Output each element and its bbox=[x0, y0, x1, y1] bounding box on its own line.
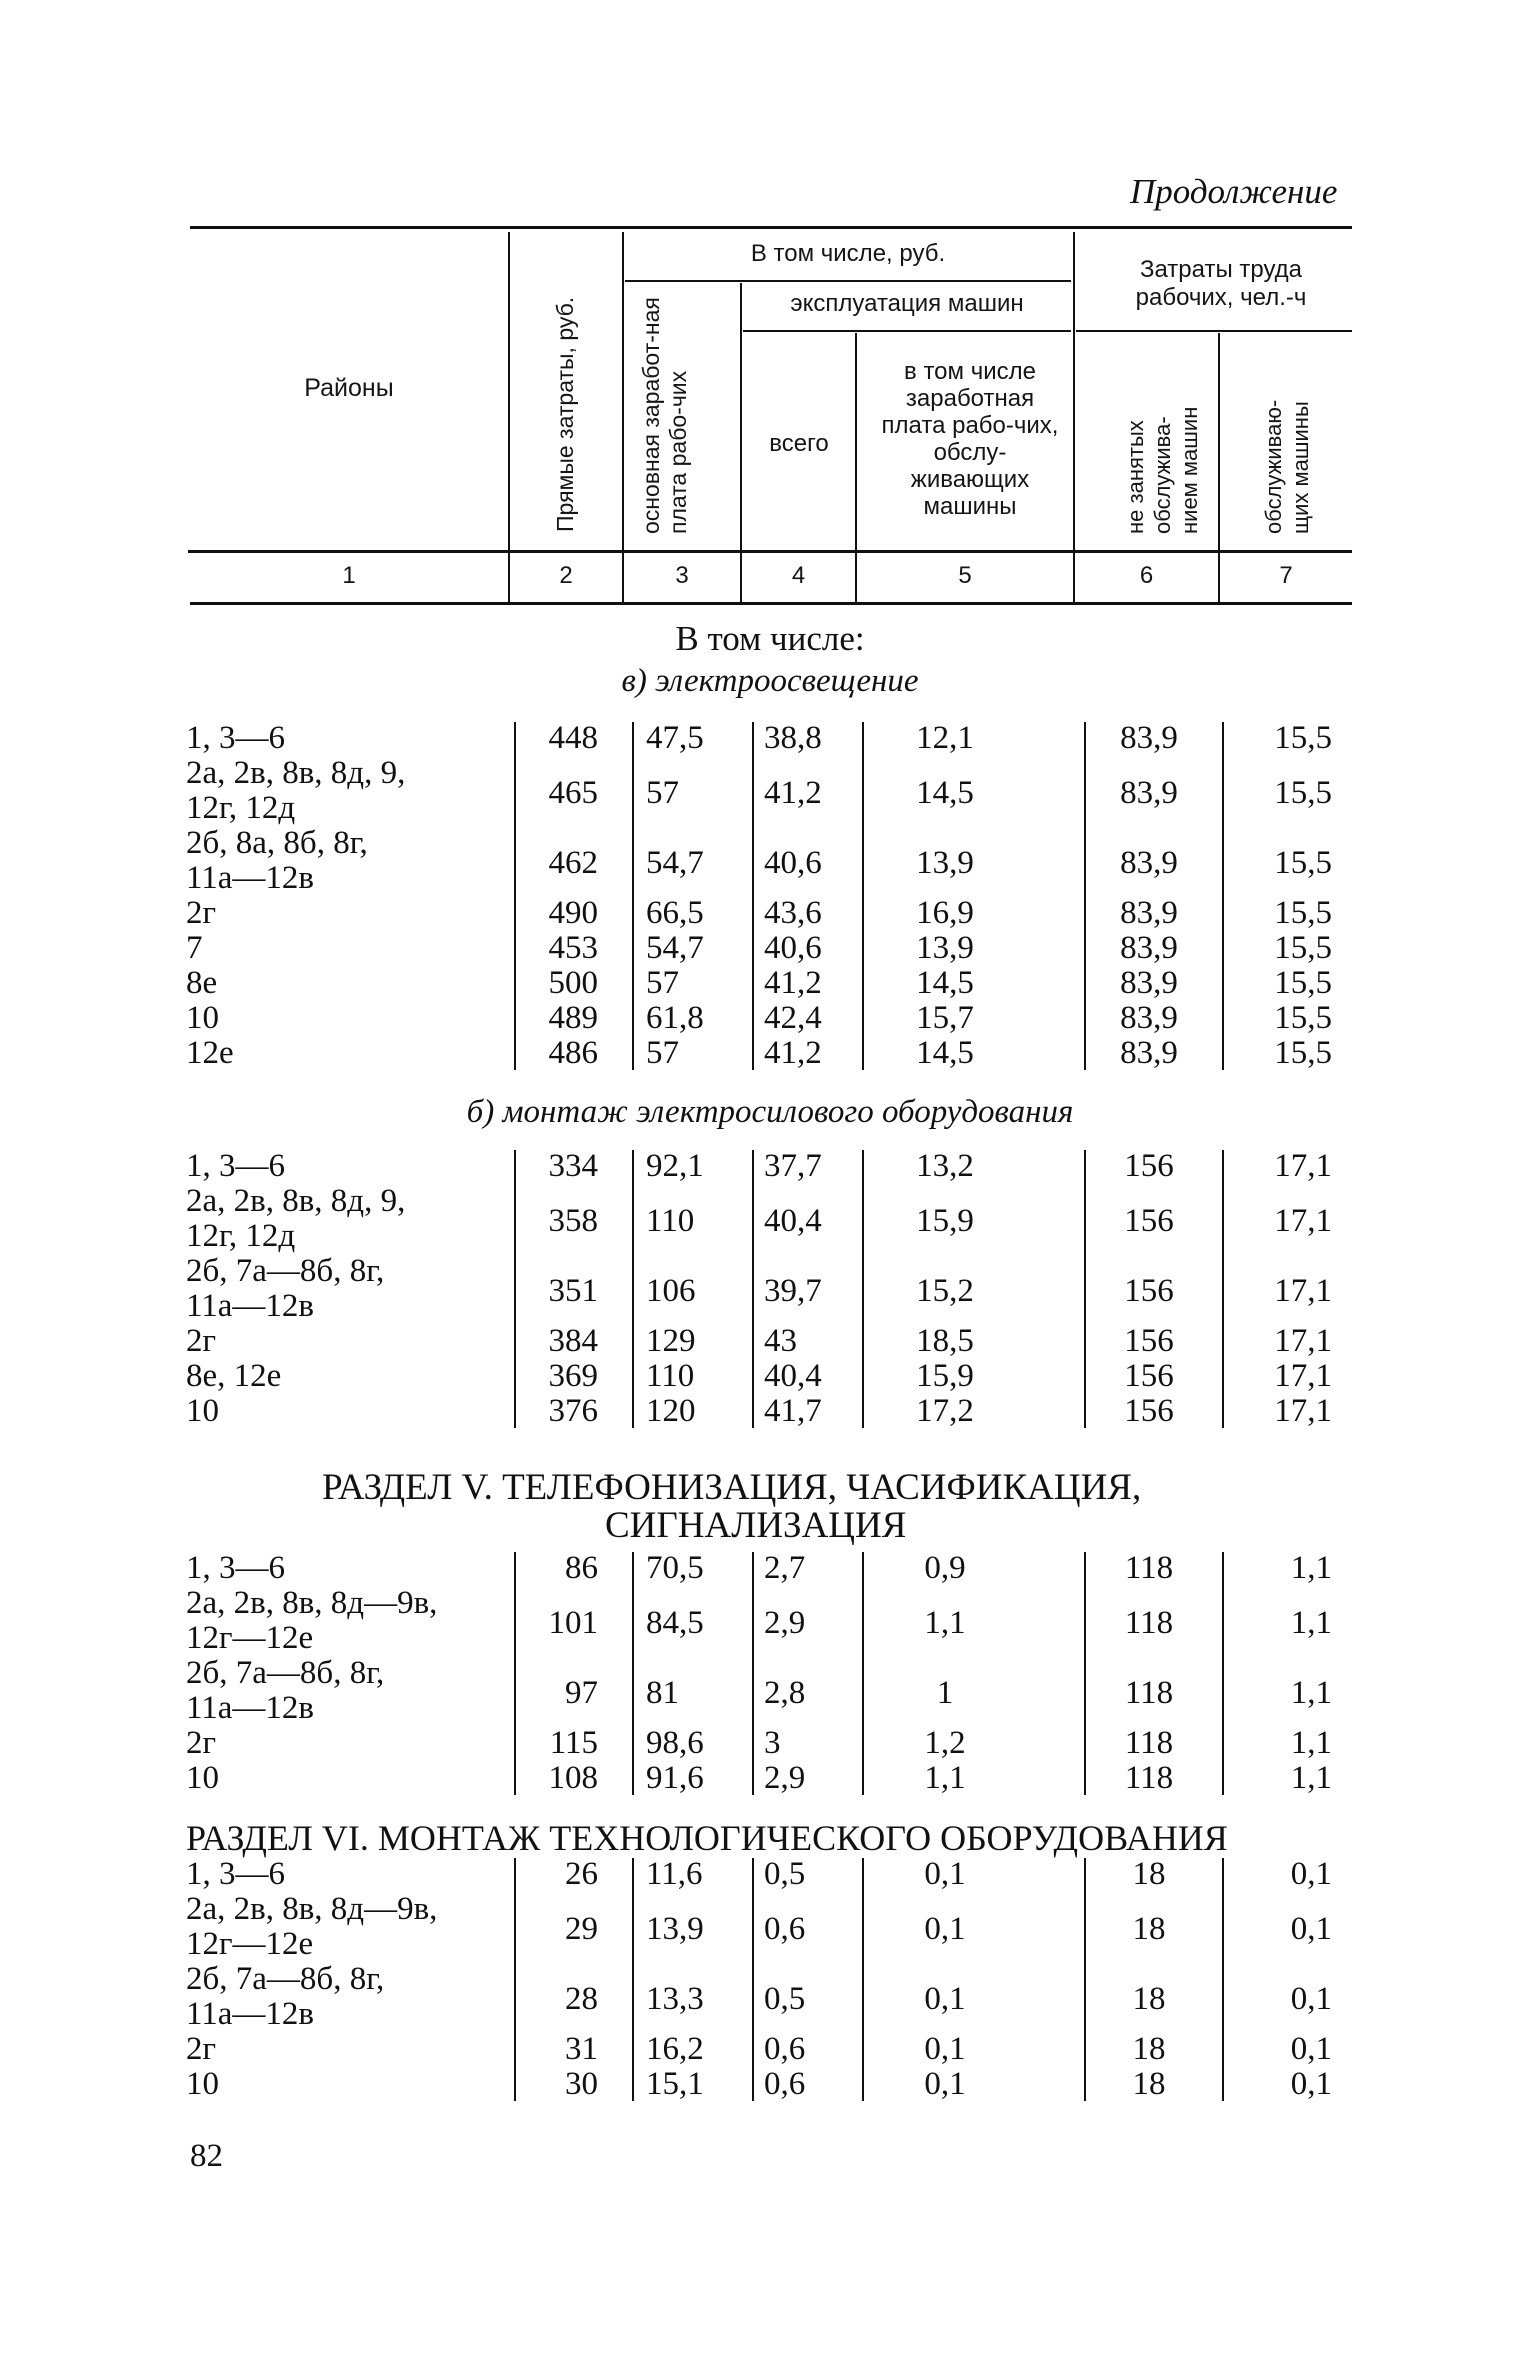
column-number: 7 bbox=[1279, 562, 1293, 589]
header-divider bbox=[508, 552, 510, 602]
header-divider bbox=[740, 283, 742, 552]
table-cell: 106 bbox=[646, 1272, 696, 1309]
table-cell: 16,2 bbox=[646, 2031, 704, 2067]
table-cell: 41,2 bbox=[764, 965, 822, 1001]
table-cell: 61,8 bbox=[646, 1000, 704, 1036]
table-cell: 39,7 bbox=[764, 1272, 822, 1309]
region-label: 7 bbox=[186, 930, 203, 966]
table-cell: 156 bbox=[1124, 1272, 1174, 1309]
table-cell: 118 bbox=[1124, 1725, 1174, 1761]
header-regions: Районы bbox=[304, 374, 394, 402]
table-cell: 1,2 bbox=[924, 1725, 966, 1761]
table-cell: 115 bbox=[549, 1725, 598, 1761]
table-cell: 83,9 bbox=[1120, 1000, 1178, 1036]
header-total: всего bbox=[769, 430, 829, 457]
table-cell: 0,1 bbox=[924, 2066, 966, 2102]
header-divider bbox=[855, 552, 857, 602]
header-divider bbox=[622, 552, 624, 602]
table-cell: 15,5 bbox=[1274, 965, 1332, 1001]
region-label: 1, 3—6 bbox=[186, 1856, 285, 1892]
table-cell: 38,8 bbox=[764, 720, 822, 756]
header-machine-operation: эксплуатация машин bbox=[790, 290, 1024, 317]
region-label: 1, 3—6 bbox=[186, 1148, 285, 1184]
table-cell: 1,1 bbox=[1290, 1550, 1332, 1586]
table-cell: 18 bbox=[1132, 2031, 1166, 2067]
table-cell: 15,5 bbox=[1274, 720, 1332, 756]
table-cell: 15,1 bbox=[646, 2066, 704, 2102]
section-title: В том числе: bbox=[675, 619, 865, 658]
region-label: 12г, 12д bbox=[186, 790, 296, 826]
table-cell: 83,9 bbox=[1120, 895, 1178, 931]
header-divider bbox=[740, 552, 742, 602]
table-cell: 490 bbox=[548, 895, 598, 931]
column-rule bbox=[752, 1150, 754, 1428]
region-label: 11а—12в bbox=[186, 860, 315, 896]
table-cell: 54,7 bbox=[646, 930, 704, 966]
section-subtitle: в) электроосвещение bbox=[621, 663, 919, 699]
region-label: 11а—12в bbox=[186, 1690, 315, 1726]
column-rule bbox=[752, 1552, 754, 1795]
header-rule bbox=[625, 280, 1071, 282]
table-cell: 47,5 bbox=[646, 720, 704, 756]
column-number: 5 bbox=[958, 562, 972, 589]
table-cell: 15,9 bbox=[916, 1202, 974, 1239]
region-label: 2г bbox=[186, 895, 217, 931]
header-serving: обслуживаю-щих машины bbox=[1261, 399, 1313, 534]
table-cell: 18 bbox=[1132, 1980, 1166, 2017]
table-cell: 2,8 bbox=[764, 1674, 806, 1711]
column-rule bbox=[514, 1858, 516, 2101]
table-cell: 83,9 bbox=[1120, 720, 1178, 756]
table-cell: 1,1 bbox=[1290, 1760, 1332, 1796]
table-cell: 376 bbox=[548, 1393, 598, 1429]
table-cell: 0,9 bbox=[924, 1550, 966, 1586]
section-title: РАЗДЕЛ VI. МОНТАЖ ТЕХНОЛОГИЧЕСКОГО ОБОРУДОВАНИЯ bbox=[186, 1818, 1228, 1858]
column-rule bbox=[514, 1150, 516, 1428]
table-cell: 110 bbox=[646, 1358, 695, 1394]
table-cell: 28 bbox=[565, 1980, 598, 2017]
region-label: 2а, 2в, 8в, 8д, 9, bbox=[186, 755, 406, 791]
table-cell: 118 bbox=[1124, 1604, 1174, 1641]
column-rule bbox=[752, 722, 754, 1070]
table-cell: 1,1 bbox=[924, 1604, 966, 1641]
table-cell: 66,5 bbox=[646, 895, 704, 931]
table-cell: 98,6 bbox=[646, 1725, 704, 1761]
column-rule bbox=[1084, 1858, 1086, 2101]
table-cell: 0,6 bbox=[764, 2031, 806, 2067]
region-label: 2б, 7а—8б, 8г, bbox=[186, 1655, 385, 1691]
table-cell: 489 bbox=[548, 1000, 598, 1036]
column-rule bbox=[632, 1150, 634, 1428]
table-cell: 13,9 bbox=[916, 930, 974, 966]
table-cell: 26 bbox=[565, 1856, 598, 1892]
table-cell: 129 bbox=[646, 1323, 696, 1359]
table-cell: 30 bbox=[565, 2066, 598, 2102]
table-cell: 40,4 bbox=[764, 1358, 822, 1394]
table-cell: 91,6 bbox=[646, 1760, 704, 1796]
column-rule bbox=[514, 1552, 516, 1795]
table-cell: 453 bbox=[548, 930, 598, 966]
column-rule bbox=[1084, 722, 1086, 1070]
table-cell: 118 bbox=[1124, 1674, 1174, 1711]
table-cell: 70,5 bbox=[646, 1550, 704, 1586]
region-label: 12е bbox=[186, 1035, 234, 1071]
header-machine-wages: в том числе заработная плата рабо-чих, обслу-живающих машины bbox=[881, 358, 1059, 520]
header-divider bbox=[1073, 552, 1075, 602]
table-cell: 0,5 bbox=[764, 1856, 806, 1892]
table-cell: 0,1 bbox=[1290, 2066, 1332, 2102]
column-rule bbox=[1222, 1552, 1224, 1795]
table-cell: 156 bbox=[1124, 1393, 1174, 1429]
column-rule bbox=[1084, 1150, 1086, 1428]
column-rule bbox=[1222, 1150, 1224, 1428]
table-cell: 156 bbox=[1124, 1323, 1174, 1359]
table-cell: 31 bbox=[565, 2031, 598, 2067]
region-label: 10 bbox=[186, 1393, 219, 1429]
table-cell: 351 bbox=[548, 1272, 598, 1309]
table-cell: 57 bbox=[646, 965, 679, 1001]
table-cell: 15,5 bbox=[1274, 774, 1332, 811]
table-cell: 29 bbox=[565, 1910, 598, 1947]
table-cell: 14,5 bbox=[916, 965, 974, 1001]
region-label: 2б, 7а—8б, 8г, bbox=[186, 1253, 385, 1289]
table-cell: 118 bbox=[1124, 1550, 1174, 1586]
table-cell: 42,4 bbox=[764, 1000, 822, 1036]
table-cell: 0,1 bbox=[924, 1980, 966, 2017]
table-cell: 358 bbox=[548, 1202, 598, 1239]
table-cell: 41,2 bbox=[764, 1035, 822, 1071]
header-labor-costs: Затраты труда рабочих, чел.-ч bbox=[1135, 256, 1307, 311]
column-number: 4 bbox=[791, 562, 806, 589]
table-cell: 0,6 bbox=[764, 2066, 806, 2102]
region-label: 2б, 7а—8б, 8г, bbox=[186, 1961, 385, 1997]
table-cell: 334 bbox=[548, 1148, 598, 1184]
table-cell: 1,1 bbox=[1290, 1674, 1332, 1711]
table-cell: 2,9 bbox=[764, 1604, 806, 1641]
table-cell: 54,7 bbox=[646, 844, 704, 881]
table-cell: 15,5 bbox=[1274, 895, 1332, 931]
header-incl-rub: В том числе, руб. bbox=[750, 240, 946, 267]
header-rule bbox=[743, 330, 1071, 332]
region-label: 8е, 12е bbox=[186, 1358, 282, 1394]
table-cell: 17,1 bbox=[1274, 1323, 1332, 1359]
table-cell: 13,9 bbox=[916, 844, 974, 881]
region-label: 2а, 2в, 8в, 8д, 9, bbox=[186, 1183, 406, 1219]
column-rule bbox=[632, 722, 634, 1070]
table-cell: 108 bbox=[548, 1760, 598, 1796]
column-rule bbox=[514, 722, 516, 1070]
region-label: 10 bbox=[186, 1760, 219, 1796]
header-divider bbox=[508, 232, 510, 552]
column-number: 3 bbox=[675, 562, 689, 589]
table-cell: 83,9 bbox=[1120, 774, 1178, 811]
table-cell: 43 bbox=[764, 1323, 797, 1359]
table-cell: 156 bbox=[1124, 1202, 1174, 1239]
region-label: 12г—12е bbox=[186, 1926, 314, 1962]
table-cell: 57 bbox=[646, 1035, 679, 1071]
table-cell: 83,9 bbox=[1120, 844, 1178, 881]
table-cell: 17,1 bbox=[1274, 1148, 1332, 1184]
table-cell: 15,5 bbox=[1274, 1000, 1332, 1036]
table-cell: 14,5 bbox=[916, 774, 974, 811]
page-number: 82 bbox=[190, 2138, 223, 2174]
table-cell: 0,1 bbox=[924, 1910, 966, 1947]
header-not-serving: не занятых обслужива-нием машин bbox=[1123, 406, 1202, 534]
region-label: 8е bbox=[186, 965, 218, 1001]
header-divider bbox=[855, 333, 857, 552]
table-cell: 18 bbox=[1132, 1856, 1166, 1892]
table-cell: 17,2 bbox=[916, 1393, 974, 1429]
table-cell: 41,2 bbox=[764, 774, 822, 811]
table-cell: 1 bbox=[936, 1674, 954, 1711]
table-cell: 15,5 bbox=[1274, 930, 1332, 966]
column-rule bbox=[1084, 1552, 1086, 1795]
table-cell: 15,5 bbox=[1274, 844, 1332, 881]
region-label: 2г bbox=[186, 1725, 217, 1761]
table-cell: 83,9 bbox=[1120, 965, 1178, 1001]
table-cell: 465 bbox=[548, 774, 598, 811]
table-cell: 101 bbox=[548, 1604, 598, 1641]
column-rule bbox=[862, 1858, 864, 2101]
table-cell: 0,1 bbox=[924, 2031, 966, 2067]
table-cell: 0,6 bbox=[764, 1910, 806, 1947]
column-numbers-rule bbox=[190, 602, 1352, 605]
column-rule bbox=[862, 722, 864, 1070]
table-cell: 18,5 bbox=[916, 1323, 974, 1359]
column-number: 6 bbox=[1139, 562, 1154, 589]
table-cell: 118 bbox=[1124, 1760, 1174, 1796]
table-cell: 156 bbox=[1124, 1148, 1174, 1184]
table-cell: 84,5 bbox=[646, 1604, 704, 1641]
region-label: 11а—12в bbox=[186, 1996, 315, 2032]
header-basic-wages: основная заработ-ная плата рабо-чих bbox=[638, 297, 691, 534]
table-cell: 156 bbox=[1124, 1358, 1174, 1394]
header-divider bbox=[622, 232, 624, 552]
table-cell: 12,1 bbox=[916, 720, 974, 756]
table-cell: 17,1 bbox=[1274, 1393, 1332, 1429]
header-direct-costs: Прямые затраты, руб. bbox=[552, 296, 578, 532]
continuation-label: Продолжение bbox=[1130, 172, 1338, 211]
column-rule bbox=[1222, 1858, 1224, 2101]
region-label: 12г, 12д bbox=[186, 1218, 296, 1254]
table-cell: 14,5 bbox=[916, 1035, 974, 1071]
region-label: 1, 3—6 bbox=[186, 720, 285, 756]
table-cell: 13,3 bbox=[646, 1980, 704, 2017]
table-cell: 1,1 bbox=[924, 1760, 966, 1796]
table-cell: 40,6 bbox=[764, 930, 822, 966]
table-cell: 15,2 bbox=[916, 1272, 974, 1309]
table-cell: 18 bbox=[1132, 1910, 1166, 1947]
table-cell: 1,1 bbox=[1290, 1725, 1332, 1761]
table-cell: 486 bbox=[548, 1035, 598, 1071]
table-cell: 17,1 bbox=[1274, 1272, 1332, 1309]
table-cell: 0,1 bbox=[1290, 1856, 1332, 1892]
table-cell: 0,1 bbox=[924, 1856, 966, 1892]
table-cell: 40,6 bbox=[764, 844, 822, 881]
region-label: 12г—12е bbox=[186, 1620, 314, 1656]
table-cell: 0,1 bbox=[1290, 1910, 1332, 1947]
table-cell: 1,1 bbox=[1290, 1604, 1332, 1641]
table-cell: 120 bbox=[646, 1393, 696, 1429]
table-cell: 86 bbox=[565, 1550, 598, 1586]
table-cell: 369 bbox=[548, 1358, 598, 1394]
table-cell: 40,4 bbox=[764, 1202, 822, 1239]
region-label: 2а, 2в, 8в, 8д—9в, bbox=[186, 1891, 438, 1927]
region-label: 1, 3—6 bbox=[186, 1550, 285, 1586]
region-label: 10 bbox=[186, 1000, 219, 1036]
table-cell: 41,7 bbox=[764, 1393, 822, 1429]
table-cell: 384 bbox=[548, 1323, 598, 1359]
column-rule bbox=[862, 1552, 864, 1795]
table-cell: 0,1 bbox=[1290, 2031, 1332, 2067]
header-divider bbox=[1218, 552, 1220, 602]
table-cell: 15,5 bbox=[1274, 1035, 1332, 1071]
table-cell: 2,7 bbox=[764, 1550, 806, 1586]
header-divider bbox=[1218, 333, 1220, 552]
header-top-rule bbox=[190, 226, 1352, 229]
column-number: 1 bbox=[342, 562, 356, 589]
region-label: 11а—12в bbox=[186, 1288, 315, 1324]
table-cell: 110 bbox=[646, 1202, 695, 1239]
table-cell: 17,1 bbox=[1274, 1202, 1332, 1239]
section-subtitle: б) монтаж электросилового оборудования bbox=[466, 1094, 1074, 1130]
column-rule bbox=[752, 1858, 754, 2101]
table-cell: 83,9 bbox=[1120, 1035, 1178, 1071]
region-label: 2а, 2в, 8в, 8д—9в, bbox=[186, 1585, 438, 1621]
table-cell: 16,9 bbox=[916, 895, 974, 931]
table-cell: 11,6 bbox=[646, 1856, 703, 1892]
table-cell: 13,9 bbox=[646, 1910, 704, 1947]
table-cell: 13,2 bbox=[916, 1148, 974, 1184]
table-cell: 462 bbox=[548, 844, 598, 881]
table-cell: 3 bbox=[764, 1725, 781, 1761]
column-rule bbox=[632, 1858, 634, 2101]
table-cell: 448 bbox=[548, 720, 598, 756]
region-label: 2б, 8а, 8б, 8г, bbox=[186, 825, 368, 861]
section-title: СИГНАЛИЗАЦИЯ bbox=[605, 1505, 907, 1546]
table-cell: 97 bbox=[565, 1674, 598, 1711]
header-rule bbox=[1076, 330, 1352, 332]
column-rule bbox=[1222, 722, 1224, 1070]
region-label: 10 bbox=[186, 2066, 219, 2102]
column-rule bbox=[632, 1552, 634, 1795]
section-title: РАЗДЕЛ V. ТЕЛЕФОНИЗАЦИЯ, ЧАСИФИКАЦИЯ, bbox=[322, 1467, 1142, 1508]
table-cell: 81 bbox=[646, 1674, 679, 1711]
table-cell: 0,1 bbox=[1290, 1980, 1332, 2017]
column-number: 2 bbox=[559, 562, 573, 589]
table-cell: 92,1 bbox=[646, 1148, 704, 1184]
table-cell: 83,9 bbox=[1120, 930, 1178, 966]
table-cell: 43,6 bbox=[764, 895, 822, 931]
header-bottom-rule bbox=[188, 550, 1352, 553]
header-divider bbox=[1073, 232, 1075, 552]
table-cell: 2,9 bbox=[764, 1760, 806, 1796]
region-label: 2г bbox=[186, 2031, 217, 2067]
table-cell: 18 bbox=[1132, 2066, 1166, 2102]
column-rule bbox=[862, 1150, 864, 1428]
table-cell: 57 bbox=[646, 774, 679, 811]
table-cell: 37,7 bbox=[764, 1148, 822, 1184]
table-cell: 500 bbox=[548, 965, 598, 1001]
table-cell: 15,9 bbox=[916, 1358, 974, 1394]
table-cell: 0,5 bbox=[764, 1980, 806, 2017]
table-cell: 15,7 bbox=[916, 1000, 974, 1036]
table-cell: 17,1 bbox=[1274, 1358, 1332, 1394]
region-label: 2г bbox=[186, 1323, 217, 1359]
